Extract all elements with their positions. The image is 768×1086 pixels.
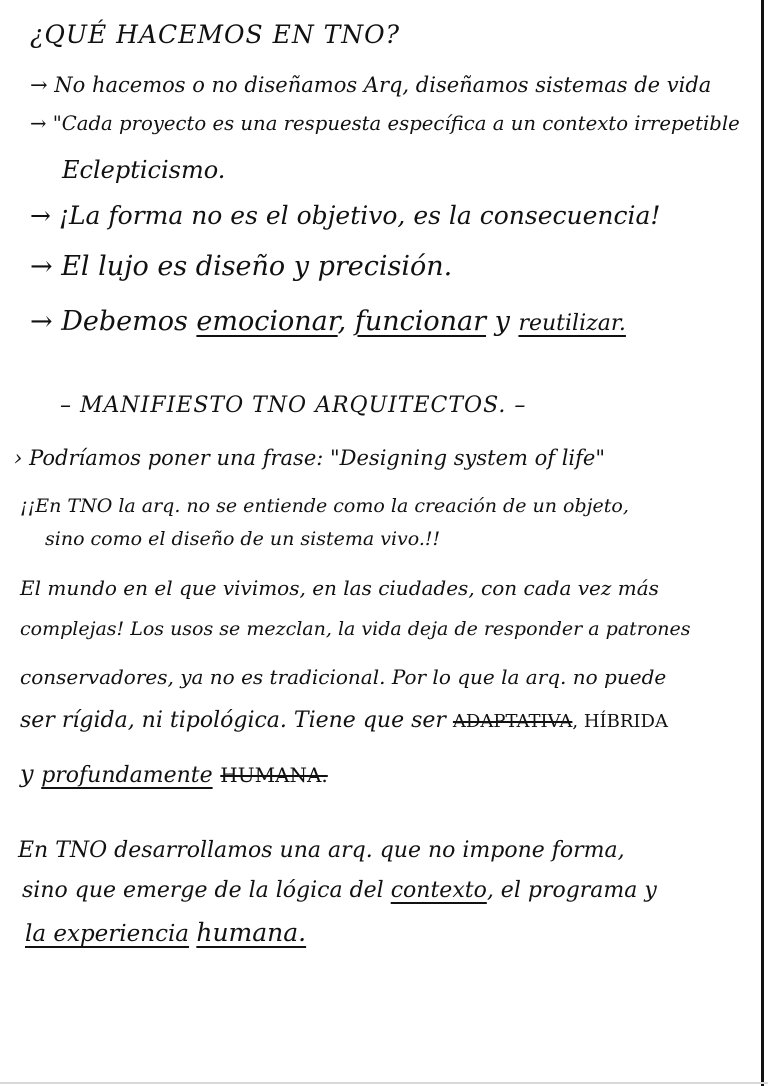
- section3-line-2: [22, 880, 657, 902]
- section1-bullet-3: → ¡La forma no es el objetivo, es la consecuencia!: [30, 201, 661, 230]
- section2-line-6: conservadores, ya no es tradicional. Por lo que la arq. no puede: [20, 665, 667, 689]
- page-edge-bottom: [0, 1082, 768, 1084]
- bullet-5-funcionar: funcionar: [354, 306, 487, 337]
- section2-line-5: complejas! Los usos se mezclan, la vida deja de responder a patrones: [20, 618, 691, 640]
- bullet-5-reutilizar: reutilizar.: [518, 311, 626, 336]
- bullet-5-sep2: y: [486, 306, 519, 337]
- bullet-5-sep1: ,: [337, 306, 355, 337]
- line-3-humana: humana.: [196, 918, 307, 947]
- line-2-prefix: sino que emerge de la lógica del: [22, 878, 391, 903]
- line-2-suffix: , el programa y: [486, 878, 657, 903]
- line-8-humana-struck: HUMANA.: [220, 763, 328, 787]
- line-8-profundamente: profundamente: [41, 763, 213, 788]
- bullet-5-emocionar: emocionar: [196, 306, 338, 337]
- line-8-prefix: y: [20, 760, 42, 788]
- section2-line-1: › Podríamos poner una frase: "Designing system of life": [14, 446, 606, 470]
- section2-line-3: sino como el diseño de un sistema vivo.!!: [45, 528, 441, 550]
- section3-line-3: [25, 920, 306, 946]
- section2-title: – MANIFIESTO TNO ARQUITECTOS. –: [60, 393, 527, 418]
- line-2-contexto: contexto: [390, 878, 487, 903]
- section1-bullet-4: → El lujo es diseño y precisión.: [30, 251, 453, 282]
- section2-line-7: [20, 710, 668, 732]
- line-7-prefix: ser rígida, ni tipológica. Tiene que ser: [20, 708, 453, 733]
- bullet-5-prefix: → Debemos: [30, 306, 197, 337]
- page-edge-right: [761, 0, 764, 1086]
- line-3-la-experiencia: la experiencia: [25, 921, 190, 947]
- line-7-adaptativa-struck: ADAPTATIVA: [452, 711, 573, 732]
- section1-bullet-5: [30, 308, 626, 335]
- section1-bullet-2-line2: Eclepticismo.: [62, 156, 226, 184]
- section1-bullet-2-line1: → "Cada proyecto es una respuesta específica a un contexto irrepetible: [30, 111, 740, 135]
- section2-line-8: [20, 762, 328, 787]
- section1-bullet-1: → No hacemos o no diseñamos Arq, diseñamos sistemas de vida: [30, 73, 712, 97]
- line-7-hibrida: , HÍBRIDA: [572, 711, 668, 732]
- section3-line-1: En TNO desarrollamos una arq. que no impone forma,: [18, 838, 625, 863]
- section2-line-4: El mundo en el que vivimos, en las ciudades, con cada vez más: [20, 576, 659, 600]
- section2-line-2: ¡¡En TNO la arq. no se entiende como la creación de un objeto,: [20, 495, 629, 517]
- section1-title: ¿QUÉ HACEMOS EN TNO?: [30, 20, 401, 49]
